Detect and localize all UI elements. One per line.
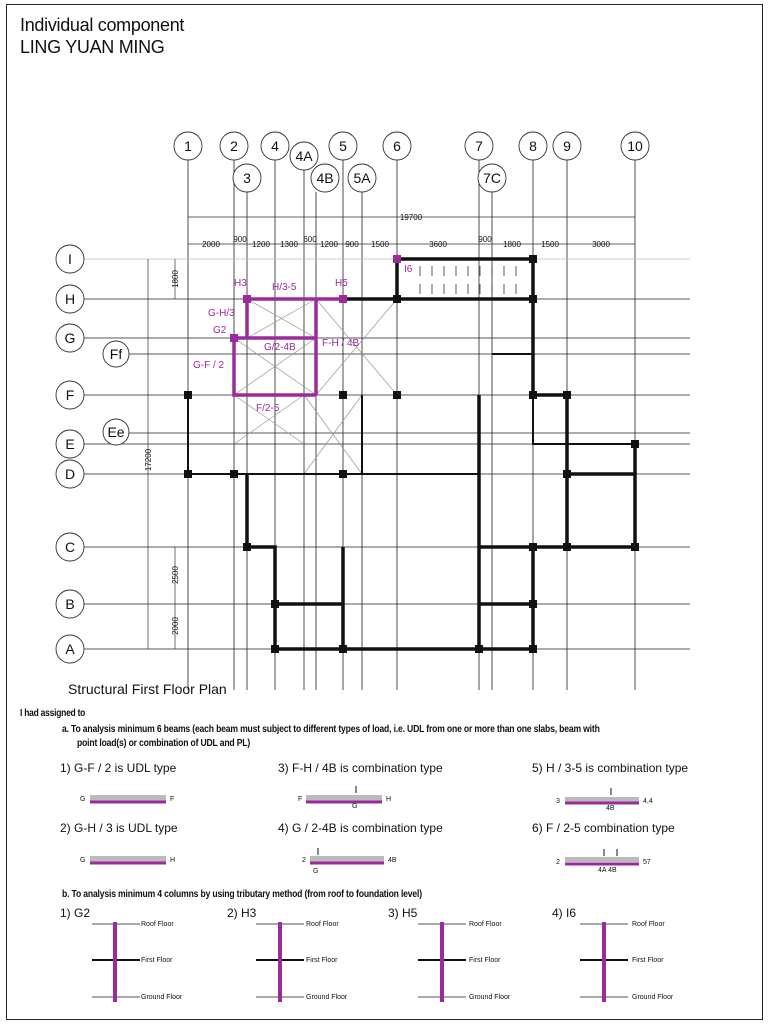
grid-row-f: F xyxy=(65,387,75,403)
svg-text:17200: 17200 xyxy=(144,448,153,472)
svg-text:1500: 1500 xyxy=(541,240,559,249)
svg-text:G/2-4B: G/2-4B xyxy=(264,342,296,353)
svg-text:Ground Floor: Ground Floor xyxy=(141,994,183,1001)
svg-text:900: 900 xyxy=(345,240,359,249)
svg-text:2000: 2000 xyxy=(171,617,180,635)
grid-row-h: H xyxy=(64,291,76,307)
grid-col-6: 6 xyxy=(393,138,401,154)
svg-text:First Floor: First Floor xyxy=(306,957,338,964)
svg-text:1200: 1200 xyxy=(320,240,338,249)
grid-row-g: G xyxy=(64,330,76,346)
column-diagram-3 xyxy=(418,921,511,1002)
grid-col-4b: 4B xyxy=(316,170,334,186)
column-item-2: 2) H3 xyxy=(227,906,257,920)
grid-col-3: 3 xyxy=(243,170,251,186)
svg-text:2: 2 xyxy=(302,857,306,864)
svg-text:H: H xyxy=(170,857,176,864)
svg-text:900: 900 xyxy=(233,235,247,244)
svg-text:First Floor: First Floor xyxy=(141,957,173,964)
svg-text:Roof Floor: Roof Floor xyxy=(469,921,502,928)
svg-text:H3: H3 xyxy=(234,278,247,289)
assignment-b-text: b. To analysis minimum 4 columns by using tributary method (from roof to foundation level) xyxy=(62,889,422,900)
svg-text:Ground Floor: Ground Floor xyxy=(469,994,511,1001)
svg-text:Ground Floor: Ground Floor xyxy=(632,994,674,1001)
grid-col-9: 9 xyxy=(563,138,571,154)
grid-row-b: B xyxy=(65,596,75,612)
grid-col-7: 7 xyxy=(475,138,483,154)
column-diagram-2 xyxy=(256,921,348,1002)
column-item-1: 1) G2 xyxy=(60,906,91,920)
grid-col-4: 4 xyxy=(271,138,279,154)
grid-row-c: C xyxy=(64,539,76,555)
svg-text:900: 900 xyxy=(478,235,492,244)
svg-text:2: 2 xyxy=(556,859,560,866)
column-diagram-1 xyxy=(92,921,183,1002)
svg-text:F-H / 4B: F-H / 4B xyxy=(322,338,360,349)
grid-row-d: D xyxy=(64,466,76,482)
svg-text:G-F / 2: G-F / 2 xyxy=(193,360,225,371)
svg-text:3600: 3600 xyxy=(429,240,447,249)
svg-text:I6: I6 xyxy=(404,264,413,275)
svg-text:F/2-5: F/2-5 xyxy=(256,403,280,414)
beam-item-6: 6) F / 2-5 combination type xyxy=(532,821,675,835)
svg-text:600: 600 xyxy=(303,235,317,244)
grid-row-ee: Ee xyxy=(107,424,125,440)
beam-item-4: 4) G / 2-4B is combination type xyxy=(278,821,443,835)
svg-text:G2: G2 xyxy=(213,325,227,336)
svg-text:G: G xyxy=(80,796,86,803)
dim-overall: 19700 xyxy=(399,213,423,222)
column-item-3: 3) H5 xyxy=(388,906,418,920)
svg-text:G: G xyxy=(352,803,358,810)
grid-row-i: I xyxy=(68,251,72,267)
svg-text:H: H xyxy=(386,796,392,803)
beam-item-1: 1) G-F / 2 is UDL type xyxy=(60,761,177,775)
assignment-a-line-2: point load(s) or combination of UDL and PL) xyxy=(77,738,251,749)
grid-row-e: E xyxy=(65,436,75,452)
svg-text:Roof Floor: Roof Floor xyxy=(306,921,339,928)
svg-text:1200: 1200 xyxy=(252,240,270,249)
svg-text:1300: 1300 xyxy=(280,240,298,249)
svg-text:2000: 2000 xyxy=(202,240,220,249)
svg-text:4A 4B: 4A 4B xyxy=(598,867,617,874)
grid-row-a: A xyxy=(65,641,75,657)
svg-text:First Floor: First Floor xyxy=(632,957,664,964)
svg-text:H/3-5: H/3-5 xyxy=(272,282,297,293)
svg-text:4,4: 4,4 xyxy=(643,798,653,805)
svg-text:4B: 4B xyxy=(388,857,397,864)
grid-col-4a: 4A xyxy=(295,148,313,164)
grid-col-5a: 5A xyxy=(353,170,371,186)
svg-text:H5: H5 xyxy=(335,278,348,289)
beam-item-5: 5) H / 3-5 is combination type xyxy=(532,761,689,775)
svg-text:Ground Floor: Ground Floor xyxy=(306,994,348,1001)
grid-col-10: 10 xyxy=(627,138,643,154)
grid-col-5: 5 xyxy=(339,138,347,154)
svg-text:Roof Floor: Roof Floor xyxy=(632,921,665,928)
beam-item-2: 2) G-H / 3 is UDL type xyxy=(60,821,178,835)
grid-col-2: 2 xyxy=(230,138,238,154)
svg-text:3: 3 xyxy=(556,798,560,805)
svg-text:57: 57 xyxy=(643,859,651,866)
assignment-a-line-1: a. To analysis minimum 6 beams (each beam must subject to different types of load, i.e. UDL from one or more than one slabs, beam with xyxy=(62,724,600,735)
svg-text:3000: 3000 xyxy=(592,240,610,249)
grid-col-8: 8 xyxy=(529,138,537,154)
header-line-1: Individual component xyxy=(20,15,185,35)
svg-text:4B: 4B xyxy=(606,805,615,812)
svg-text:F: F xyxy=(170,796,175,803)
plan-title: Structural First Floor Plan xyxy=(68,681,227,697)
svg-text:1800: 1800 xyxy=(171,270,180,288)
grid-col-7c: 7C xyxy=(483,170,501,186)
svg-text:2500: 2500 xyxy=(171,566,180,584)
svg-text:1500: 1500 xyxy=(371,240,389,249)
grid-row-ff: Ff xyxy=(109,346,123,362)
column-diagram-4 xyxy=(580,921,674,1002)
assignment-intro: I had assigned to xyxy=(20,708,86,719)
svg-text:F: F xyxy=(298,796,303,803)
header-line-2: LING YUAN MING xyxy=(20,37,165,57)
column-item-4: 4) I6 xyxy=(552,906,577,920)
svg-text:G-H/3: G-H/3 xyxy=(208,308,235,319)
grid-col-1: 1 xyxy=(184,138,192,154)
svg-text:First Floor: First Floor xyxy=(469,957,501,964)
svg-text:Roof Floor: Roof Floor xyxy=(141,921,174,928)
svg-text:G: G xyxy=(313,868,319,875)
svg-text:G: G xyxy=(80,857,86,864)
svg-text:1800: 1800 xyxy=(503,240,521,249)
beam-item-3: 3) F-H / 4B is combination type xyxy=(278,761,443,775)
